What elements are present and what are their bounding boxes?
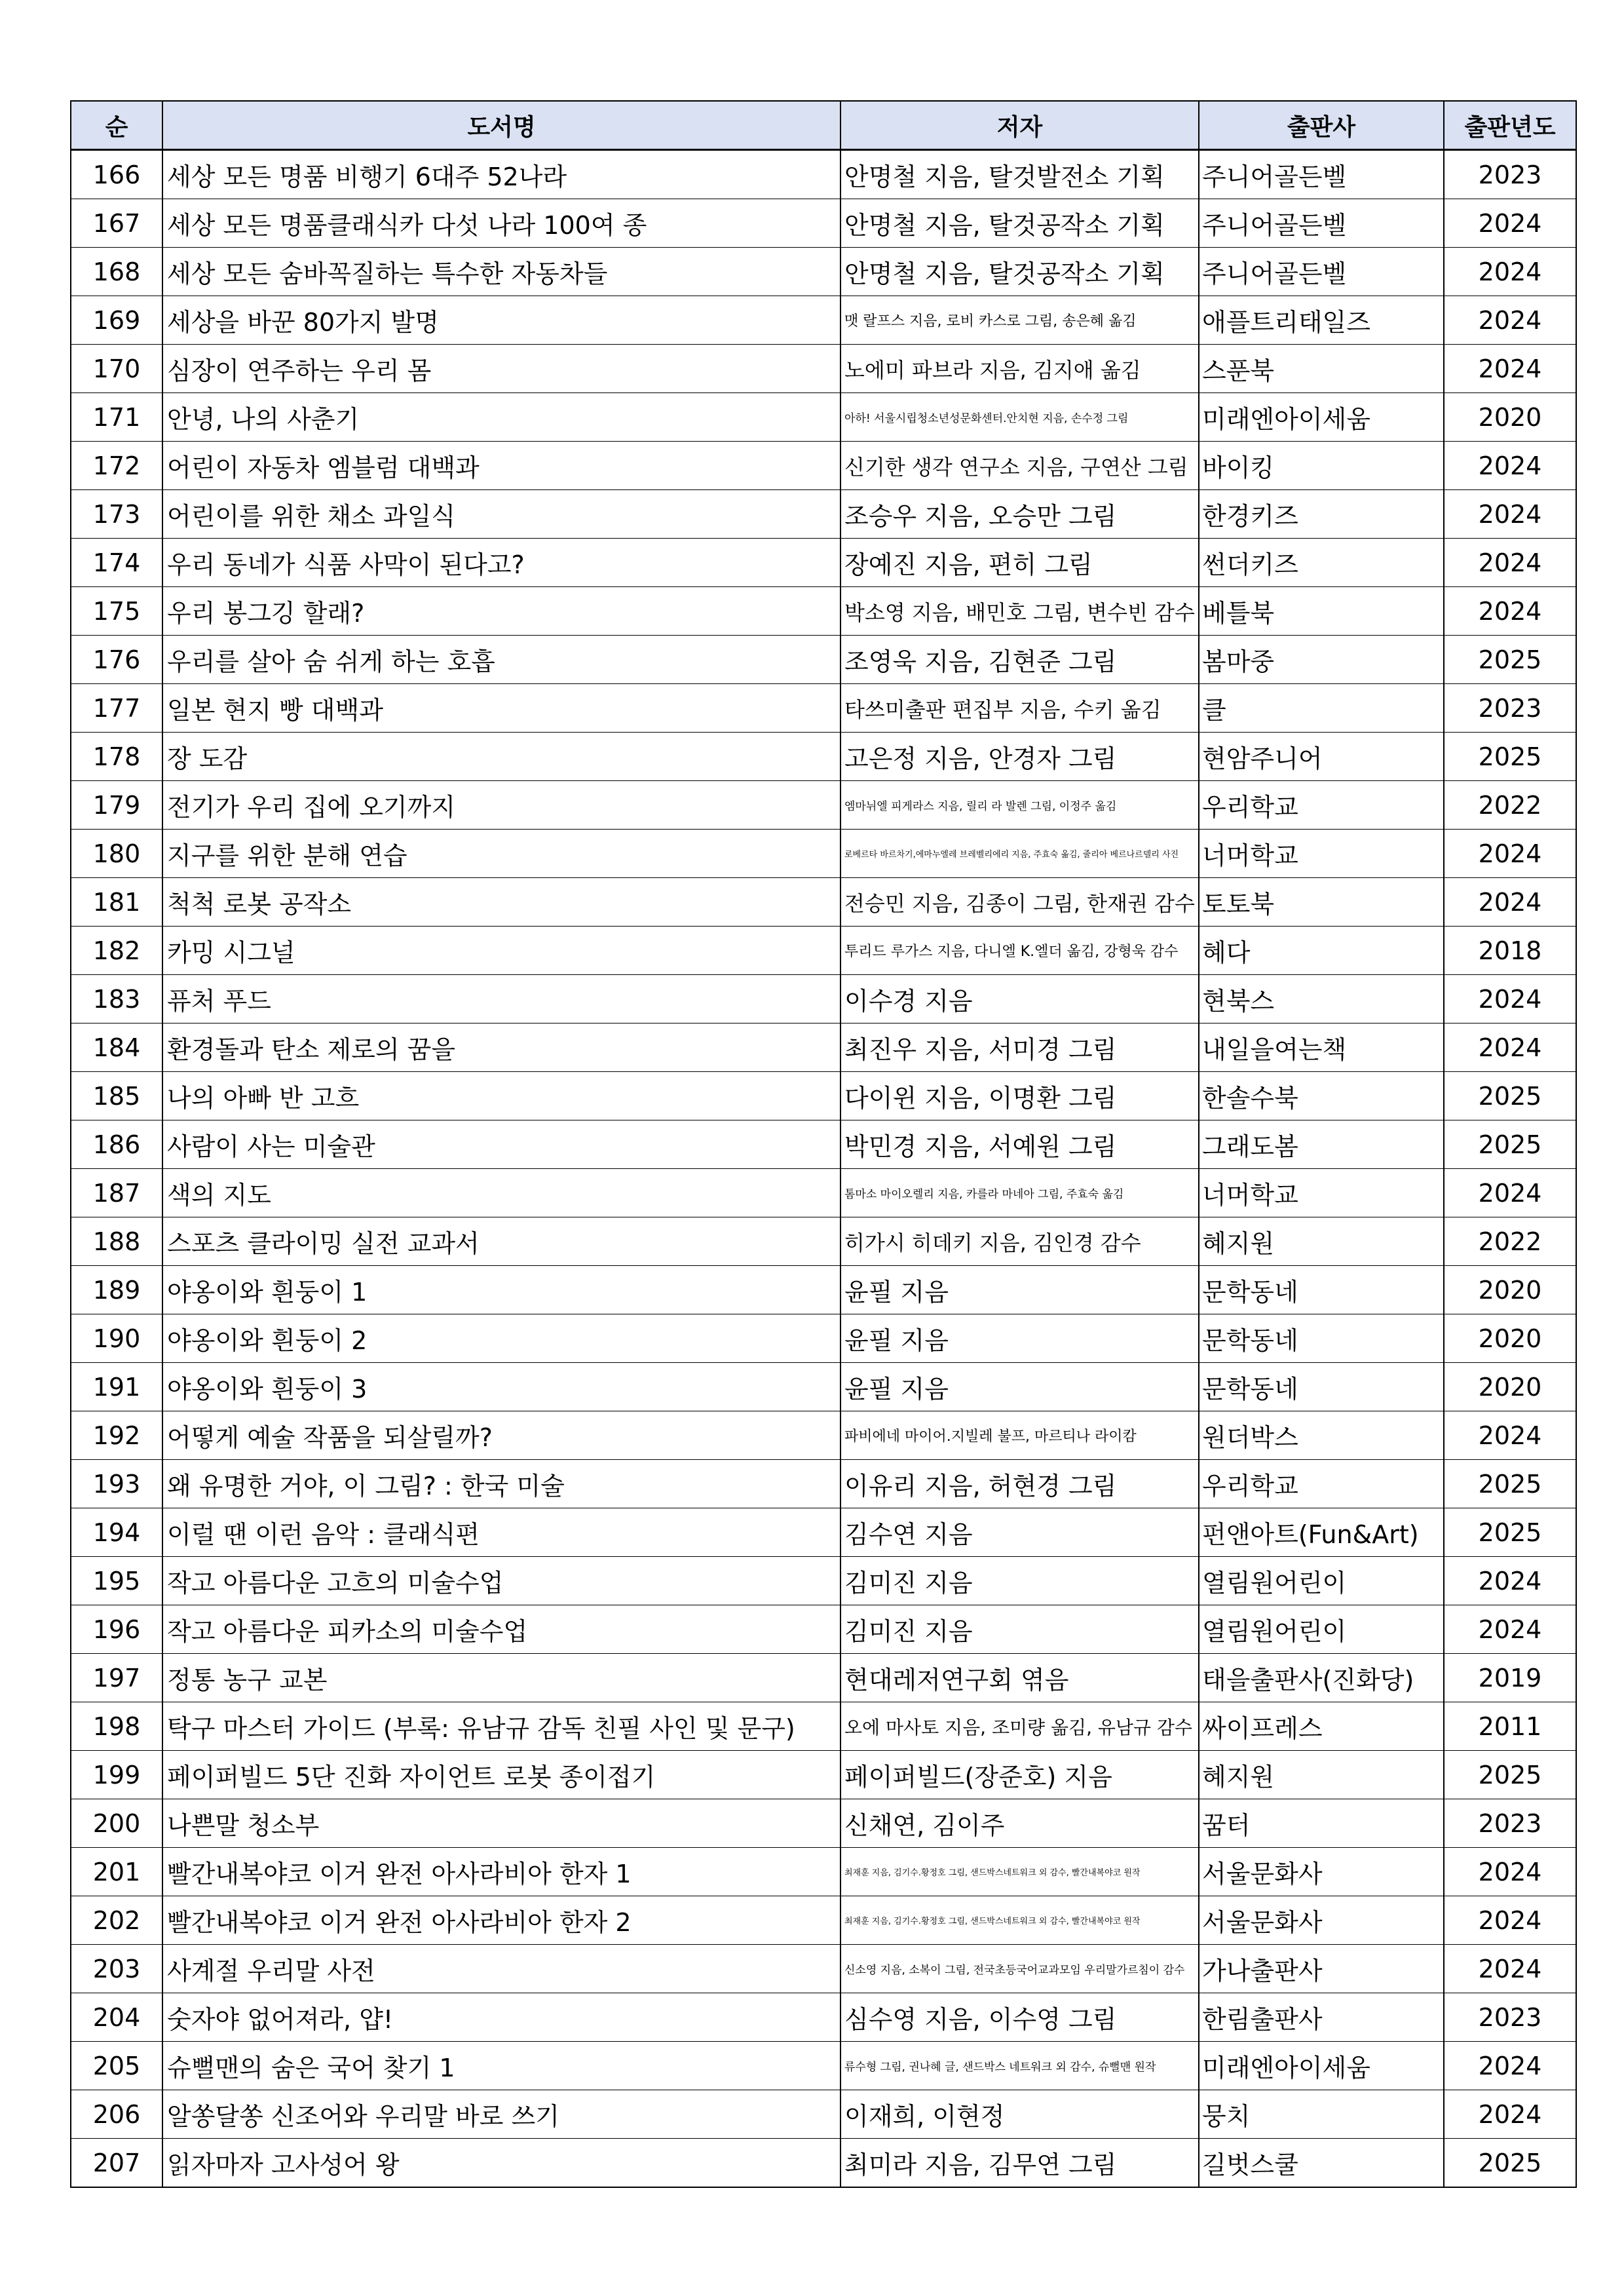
cell-title: 작고 아름다운 피카소의 미술수업 (162, 1605, 840, 1654)
cell-author: 고은정 지음, 안경자 그림 (840, 733, 1199, 781)
table-row (71, 1072, 1576, 1120)
cell-no: 184 (71, 1024, 162, 1072)
cell-title: 카밍 시그널 (162, 927, 840, 975)
table-row (71, 393, 1576, 442)
cell-author: 조승우 지음, 오승만 그림 (840, 490, 1199, 539)
cell-no: 203 (71, 1945, 162, 1993)
cell-author: 노에미 파브라 지음, 김지애 옮김 (840, 345, 1199, 393)
cell-no: 192 (71, 1411, 162, 1460)
table-row (71, 539, 1576, 587)
cell-publisher: 싸이프레스 (1199, 1702, 1444, 1751)
table-row (71, 1363, 1576, 1411)
cell-year: 2025 (1444, 1751, 1576, 1799)
cell-author: 엠마뉘엘 피게라스 지음, 릴리 라 발렌 그림, 이정주 옮김 (840, 781, 1199, 830)
cell-year: 2024 (1444, 1848, 1576, 1896)
cell-author: 전승민 지음, 김종이 그림, 한재권 감수 (840, 878, 1199, 927)
cell-year: 2022 (1444, 781, 1576, 830)
cell-publisher: 스푼북 (1199, 345, 1444, 393)
cell-publisher: 봄마중 (1199, 636, 1444, 684)
cell-publisher: 너머학교 (1199, 1169, 1444, 1217)
cell-title: 페이퍼빌드 5단 진화 자이언트 로봇 종이접기 (162, 1751, 840, 1799)
cell-year: 2024 (1444, 830, 1576, 878)
cell-publisher: 혜지원 (1199, 1217, 1444, 1266)
cell-year: 2020 (1444, 1314, 1576, 1363)
cell-year: 2023 (1444, 1799, 1576, 1848)
cell-author: 안명철 지음, 탈것발전소 기획 (840, 150, 1199, 199)
table-row (71, 927, 1576, 975)
cell-publisher: 애플트리태일즈 (1199, 296, 1444, 345)
cell-author: 톰마소 마이오렐리 지음, 카를라 마네아 그림, 주효숙 옮김 (840, 1169, 1199, 1217)
cell-publisher: 원더박스 (1199, 1411, 1444, 1460)
cell-year: 2025 (1444, 2139, 1576, 2188)
cell-no: 188 (71, 1217, 162, 1266)
cell-no: 195 (71, 1557, 162, 1605)
cell-no: 169 (71, 296, 162, 345)
cell-author: 이재희, 이현정 (840, 2090, 1199, 2139)
cell-author: 윤필 지음 (840, 1314, 1199, 1363)
cell-publisher: 열림원어린이 (1199, 1557, 1444, 1605)
header-title: 도서명 (162, 101, 840, 150)
cell-no: 200 (71, 1799, 162, 1848)
cell-year: 2024 (1444, 1557, 1576, 1605)
cell-year: 2024 (1444, 1605, 1576, 1654)
cell-year: 2024 (1444, 878, 1576, 927)
cell-title: 세상 모든 명품클래식카 다섯 나라 100여 종 (162, 199, 840, 248)
cell-no: 205 (71, 2042, 162, 2090)
cell-title: 환경돌과 탄소 제로의 꿈을 (162, 1024, 840, 1072)
table-row (71, 2139, 1576, 2188)
cell-year: 2024 (1444, 539, 1576, 587)
cell-year: 2022 (1444, 1217, 1576, 1266)
cell-no: 186 (71, 1120, 162, 1169)
cell-title: 읽자마자 고사성어 왕 (162, 2139, 840, 2188)
cell-publisher: 꿈터 (1199, 1799, 1444, 1848)
cell-publisher: 현북스 (1199, 975, 1444, 1024)
cell-title: 어떻게 예술 작품을 되살릴까? (162, 1411, 840, 1460)
table-row (71, 490, 1576, 539)
table-row (71, 1557, 1576, 1605)
cell-title: 작고 아름다운 고흐의 미술수업 (162, 1557, 840, 1605)
cell-no: 173 (71, 490, 162, 539)
table-body (71, 150, 1576, 2188)
cell-author: 이수경 지음 (840, 975, 1199, 1024)
header-publisher: 출판사 (1199, 101, 1444, 150)
cell-title: 야옹이와 흰둥이 1 (162, 1266, 840, 1314)
cell-no: 185 (71, 1072, 162, 1120)
cell-title: 색의 지도 (162, 1169, 840, 1217)
cell-publisher: 가나출판사 (1199, 1945, 1444, 1993)
table-row (71, 830, 1576, 878)
cell-no: 176 (71, 636, 162, 684)
cell-publisher: 현암주니어 (1199, 733, 1444, 781)
cell-author: 페이퍼빌드(장준호) 지음 (840, 1751, 1199, 1799)
cell-no: 183 (71, 975, 162, 1024)
cell-author: 장예진 지음, 편히 그림 (840, 539, 1199, 587)
cell-no: 199 (71, 1751, 162, 1799)
cell-author: 안명철 지음, 탈것공작소 기획 (840, 199, 1199, 248)
cell-author: 심수영 지음, 이수영 그림 (840, 1993, 1199, 2042)
cell-author: 히가시 히데키 지음, 김인경 감수 (840, 1217, 1199, 1266)
cell-publisher: 바이킹 (1199, 442, 1444, 490)
table-row (71, 1314, 1576, 1363)
cell-publisher: 미래엔아이세움 (1199, 393, 1444, 442)
cell-publisher: 베틀북 (1199, 587, 1444, 636)
cell-year: 2025 (1444, 733, 1576, 781)
table-row (71, 1024, 1576, 1072)
cell-author: 로베르타 바르차기,에마누엘레 브레벨리에리 지음, 주효숙 옮김, 줄리아 베르나르델리 사진 (840, 830, 1199, 878)
cell-author: 오에 마사토 지음, 조미량 옮김, 유남규 감수 (840, 1702, 1199, 1751)
cell-title: 세상 모든 명품 비행기 6대주 52나라 (162, 150, 840, 199)
table-row (71, 1266, 1576, 1314)
cell-no: 202 (71, 1896, 162, 1945)
cell-author: 현대레저연구회 엮음 (840, 1654, 1199, 1702)
cell-publisher: 토토북 (1199, 878, 1444, 927)
cell-year: 2024 (1444, 1411, 1576, 1460)
cell-author: 조영욱 지음, 김현준 그림 (840, 636, 1199, 684)
table-row (71, 1508, 1576, 1557)
cell-year: 2024 (1444, 296, 1576, 345)
cell-year: 2020 (1444, 1266, 1576, 1314)
table-row (71, 1848, 1576, 1896)
cell-publisher: 한경키즈 (1199, 490, 1444, 539)
table-row (71, 1411, 1576, 1460)
cell-title: 숫자야 없어져라, 얍! (162, 1993, 840, 2042)
table-row (71, 781, 1576, 830)
cell-title: 사계절 우리말 사전 (162, 1945, 840, 1993)
cell-publisher: 미래엔아이세움 (1199, 2042, 1444, 2090)
cell-author: 안명철 지음, 탈것공작소 기획 (840, 248, 1199, 296)
cell-title: 왜 유명한 거야, 이 그림? : 한국 미술 (162, 1460, 840, 1508)
cell-year: 2020 (1444, 1363, 1576, 1411)
cell-author: 김수연 지음 (840, 1508, 1199, 1557)
cell-title: 슈뻘맨의 숨은 국어 찾기 1 (162, 2042, 840, 2090)
cell-publisher: 우리학교 (1199, 1460, 1444, 1508)
cell-year: 2024 (1444, 1896, 1576, 1945)
cell-title: 알쏭달쏭 신조어와 우리말 바로 쓰기 (162, 2090, 840, 2139)
table-row (71, 975, 1576, 1024)
cell-year: 2024 (1444, 1945, 1576, 1993)
cell-no: 174 (71, 539, 162, 587)
cell-publisher: 열림원어린이 (1199, 1605, 1444, 1654)
cell-publisher: 서울문화사 (1199, 1848, 1444, 1896)
cell-title: 어린이 자동차 엠블럼 대백과 (162, 442, 840, 490)
cell-year: 2024 (1444, 442, 1576, 490)
cell-no: 168 (71, 248, 162, 296)
cell-year: 2018 (1444, 927, 1576, 975)
cell-author: 최재훈 지음, 김기수.황정호 그림, 샌드박스네트워크 외 감수, 빨간내복야코 원작 (840, 1896, 1199, 1945)
cell-year: 2024 (1444, 1169, 1576, 1217)
cell-publisher: 문학동네 (1199, 1266, 1444, 1314)
cell-year: 2024 (1444, 2090, 1576, 2139)
table-row (71, 1120, 1576, 1169)
cell-publisher: 뭉치 (1199, 2090, 1444, 2139)
cell-no: 196 (71, 1605, 162, 1654)
cell-publisher: 길벗스쿨 (1199, 2139, 1444, 2188)
table-row (71, 442, 1576, 490)
table-row (71, 1605, 1576, 1654)
table-row (71, 1799, 1576, 1848)
cell-no: 187 (71, 1169, 162, 1217)
cell-no: 182 (71, 927, 162, 975)
cell-publisher: 클 (1199, 684, 1444, 733)
cell-no: 197 (71, 1654, 162, 1702)
cell-year: 2025 (1444, 1120, 1576, 1169)
book-list-table (70, 100, 1577, 2188)
table-row (71, 1702, 1576, 1751)
header-year: 출판년도 (1444, 101, 1576, 150)
table-header (71, 101, 1576, 150)
cell-publisher: 혜지원 (1199, 1751, 1444, 1799)
cell-publisher: 내일을여는책 (1199, 1024, 1444, 1072)
cell-title: 야옹이와 흰둥이 2 (162, 1314, 840, 1363)
header-no: 순 (71, 101, 162, 150)
cell-author: 파비에네 마이어.지빌레 불프, 마르티나 라이캄 (840, 1411, 1199, 1460)
table-row (71, 1460, 1576, 1508)
table-row (71, 636, 1576, 684)
cell-publisher: 한림출판사 (1199, 1993, 1444, 2042)
cell-title: 스포츠 클라이밍 실전 교과서 (162, 1217, 840, 1266)
header-author: 저자 (840, 101, 1199, 150)
cell-no: 194 (71, 1508, 162, 1557)
cell-no: 166 (71, 150, 162, 199)
cell-title: 척척 로봇 공작소 (162, 878, 840, 927)
cell-no: 206 (71, 2090, 162, 2139)
cell-no: 181 (71, 878, 162, 927)
cell-year: 2024 (1444, 490, 1576, 539)
table-row (71, 2090, 1576, 2139)
cell-author: 류수형 그림, 권나혜 글, 샌드박스 네트워크 외 감수, 슈뻘맨 원작 (840, 2042, 1199, 2090)
cell-author: 신채연, 김이주 (840, 1799, 1199, 1848)
cell-no: 175 (71, 587, 162, 636)
cell-year: 2025 (1444, 1508, 1576, 1557)
cell-year: 2024 (1444, 199, 1576, 248)
table-row (71, 248, 1576, 296)
cell-author: 타쓰미출판 편집부 지음, 수키 옮김 (840, 684, 1199, 733)
cell-no: 207 (71, 2139, 162, 2188)
cell-title: 빨간내복야코 이거 완전 아사라비아 한자 1 (162, 1848, 840, 1896)
table-row (71, 1751, 1576, 1799)
cell-author: 윤필 지음 (840, 1266, 1199, 1314)
cell-author: 신기한 생각 연구소 지음, 구연산 그림 (840, 442, 1199, 490)
cell-year: 2025 (1444, 636, 1576, 684)
cell-publisher: 주니어골든벨 (1199, 248, 1444, 296)
cell-publisher: 너머학교 (1199, 830, 1444, 878)
cell-publisher: 펀앤아트(Fun&Art) (1199, 1508, 1444, 1557)
cell-author: 윤필 지음 (840, 1363, 1199, 1411)
cell-year: 2024 (1444, 975, 1576, 1024)
cell-no: 171 (71, 393, 162, 442)
cell-no: 178 (71, 733, 162, 781)
cell-author: 아하! 서울시립청소년성문화센터.안치현 지음, 손수정 그림 (840, 393, 1199, 442)
cell-year: 2023 (1444, 1993, 1576, 2042)
table-row (71, 1945, 1576, 1993)
cell-author: 이유리 지음, 허현경 그림 (840, 1460, 1199, 1508)
cell-year: 2024 (1444, 1024, 1576, 1072)
cell-publisher: 한솔수북 (1199, 1072, 1444, 1120)
cell-author: 다이윈 지음, 이명환 그림 (840, 1072, 1199, 1120)
cell-year: 2024 (1444, 345, 1576, 393)
cell-author: 김미진 지음 (840, 1557, 1199, 1605)
cell-year: 2024 (1444, 2042, 1576, 2090)
table-row (71, 296, 1576, 345)
cell-publisher: 서울문화사 (1199, 1896, 1444, 1945)
cell-publisher: 그래도봄 (1199, 1120, 1444, 1169)
table-row (71, 1654, 1576, 1702)
cell-year: 2019 (1444, 1654, 1576, 1702)
cell-title: 나의 아빠 반 고흐 (162, 1072, 840, 1120)
cell-no: 170 (71, 345, 162, 393)
cell-author: 최재훈 지음, 김기수.황정호 그림, 샌드박스네트워크 외 감수, 빨간내복야코 원작 (840, 1848, 1199, 1896)
cell-no: 179 (71, 781, 162, 830)
cell-year: 2024 (1444, 587, 1576, 636)
cell-author: 박민경 지음, 서예원 그림 (840, 1120, 1199, 1169)
table-row (71, 1993, 1576, 2042)
cell-author: 신소영 지음, 소복이 그림, 전국초등국어교과모임 우리말가르침이 감수 (840, 1945, 1199, 1993)
cell-year: 2025 (1444, 1072, 1576, 1120)
header-row (71, 101, 1576, 150)
cell-year: 2025 (1444, 1460, 1576, 1508)
cell-author: 투리드 루가스 지음, 다니엘 K.엘더 옮김, 강형욱 감수 (840, 927, 1199, 975)
cell-no: 180 (71, 830, 162, 878)
cell-author: 박소영 지음, 배민호 그림, 변수빈 감수 (840, 587, 1199, 636)
cell-no: 177 (71, 684, 162, 733)
cell-year: 2011 (1444, 1702, 1576, 1751)
table-row (71, 684, 1576, 733)
cell-publisher: 문학동네 (1199, 1314, 1444, 1363)
cell-no: 198 (71, 1702, 162, 1751)
cell-author: 맷 랄프스 지음, 로비 카스로 그림, 송은혜 옮김 (840, 296, 1199, 345)
cell-no: 172 (71, 442, 162, 490)
cell-title: 안녕, 나의 사춘기 (162, 393, 840, 442)
cell-title: 정통 농구 교본 (162, 1654, 840, 1702)
cell-title: 세상을 바꾼 80가지 발명 (162, 296, 840, 345)
cell-author: 최미라 지음, 김무연 그림 (840, 2139, 1199, 2188)
cell-year: 2024 (1444, 248, 1576, 296)
table-row (71, 2042, 1576, 2090)
cell-no: 191 (71, 1363, 162, 1411)
cell-title: 빨간내복야코 이거 완전 아사라비아 한자 2 (162, 1896, 840, 1945)
cell-title: 장 도감 (162, 733, 840, 781)
cell-title: 우리 동네가 식품 사막이 된다고? (162, 539, 840, 587)
cell-title: 일본 현지 빵 대백과 (162, 684, 840, 733)
table-row (71, 345, 1576, 393)
cell-publisher: 우리학교 (1199, 781, 1444, 830)
table-row (71, 587, 1576, 636)
cell-author: 김미진 지음 (840, 1605, 1199, 1654)
cell-title: 어린이를 위한 채소 과일식 (162, 490, 840, 539)
cell-title: 심장이 연주하는 우리 몸 (162, 345, 840, 393)
cell-year: 2023 (1444, 684, 1576, 733)
table-row (71, 733, 1576, 781)
cell-no: 204 (71, 1993, 162, 2042)
cell-publisher: 문학동네 (1199, 1363, 1444, 1411)
cell-title: 전기가 우리 집에 오기까지 (162, 781, 840, 830)
cell-title: 세상 모든 숨바꼭질하는 특수한 자동차들 (162, 248, 840, 296)
cell-title: 지구를 위한 분해 연습 (162, 830, 840, 878)
cell-author: 최진우 지음, 서미경 그림 (840, 1024, 1199, 1072)
table-row (71, 150, 1576, 199)
cell-no: 190 (71, 1314, 162, 1363)
cell-title: 우리를 살아 숨 쉬게 하는 호흡 (162, 636, 840, 684)
cell-no: 193 (71, 1460, 162, 1508)
cell-no: 201 (71, 1848, 162, 1896)
cell-year: 2023 (1444, 150, 1576, 199)
table-row (71, 199, 1576, 248)
cell-year: 2020 (1444, 393, 1576, 442)
cell-title: 탁구 마스터 가이드 (부록: 유남규 감독 친필 사인 및 문구) (162, 1702, 840, 1751)
cell-title: 사람이 사는 미술관 (162, 1120, 840, 1169)
cell-publisher: 태을출판사(진화당) (1199, 1654, 1444, 1702)
cell-no: 167 (71, 199, 162, 248)
cell-title: 야옹이와 흰둥이 3 (162, 1363, 840, 1411)
cell-publisher: 주니어골든벨 (1199, 199, 1444, 248)
table-row (71, 1169, 1576, 1217)
table-row (71, 1896, 1576, 1945)
cell-title: 퓨처 푸드 (162, 975, 840, 1024)
table-row (71, 1217, 1576, 1266)
cell-publisher: 주니어골든벨 (1199, 150, 1444, 199)
cell-no: 189 (71, 1266, 162, 1314)
cell-title: 우리 봉그깅 할래? (162, 587, 840, 636)
cell-publisher: 썬더키즈 (1199, 539, 1444, 587)
table-row (71, 878, 1576, 927)
cell-title: 나쁜말 청소부 (162, 1799, 840, 1848)
cell-title: 이럴 땐 이런 음악 : 클래식편 (162, 1508, 840, 1557)
cell-publisher: 혜다 (1199, 927, 1444, 975)
